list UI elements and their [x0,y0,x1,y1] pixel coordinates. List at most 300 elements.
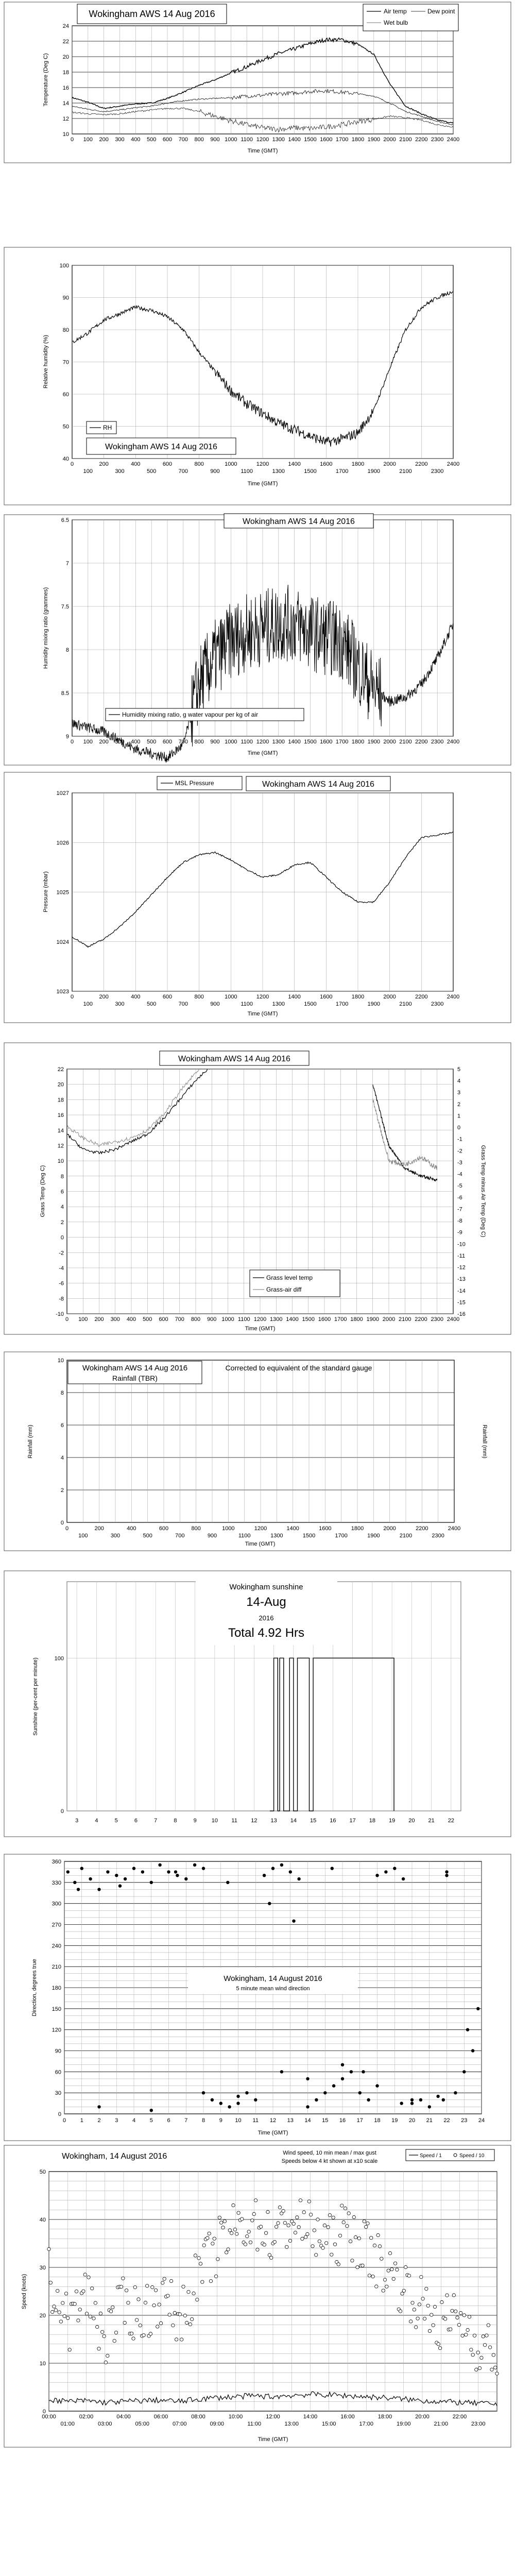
y-tick-label: 7 [65,561,69,567]
x-tick-label: 400 [126,1316,136,1323]
x-tick-label: 20 [408,1818,415,1824]
x-tick-label: 100 [83,739,93,745]
x-tick-label: 1100 [241,1001,253,1007]
gust-point [254,2199,257,2202]
data-point [454,2091,457,2094]
gust-point [66,2316,70,2319]
data-point [462,2070,466,2073]
x-tick-label: 600 [162,994,173,1000]
gust-point [91,2287,94,2290]
gust-point [151,2285,154,2289]
x-tick-label: 1400 [288,137,301,143]
x-tick-label: 1200 [256,994,269,1000]
gust-point [396,2268,399,2271]
data-point [66,1870,70,1873]
gust-point [227,2248,230,2251]
gust-point [235,2232,238,2235]
y-tick-label: -4 [59,1265,64,1272]
gust-point [256,2248,259,2251]
x-tick-label: 1800 [351,1526,364,1532]
x-tick-label: 17 [356,2117,363,2124]
y-axis-label-right: Grass Temp minus Air Temp (Deg C) [480,1145,486,1238]
x-tick-label: 12 [251,1818,258,1824]
x-tick-label: 2000 [383,137,396,143]
x-tick-label: 1900 [367,137,381,143]
gust-point [99,2312,102,2315]
y-axis-label: Grass Temp (Deg C) [40,1165,46,1217]
x-tick-label: 6 [167,2117,170,2124]
x-tick-label: 1500 [304,739,317,745]
gust-point [61,2301,64,2304]
gust-point [94,2301,97,2304]
x-tick-label: 1100 [241,739,253,745]
data-point [323,2091,327,2094]
y-tick-label: 12 [62,116,69,122]
data-point [118,1884,122,1887]
x-tick-label: 3 [75,1818,79,1824]
gust-point [209,2279,212,2282]
gust-point [307,2200,311,2203]
x-tick-label: 0 [62,2117,66,2124]
x-tick-label: 2400 [447,137,460,143]
x-tick-label: 9 [219,2117,222,2124]
gust-point [342,2221,345,2224]
data-point [228,2105,231,2108]
y-tick-label: 0 [58,2111,61,2117]
gust-point [58,2311,61,2314]
data-point [193,1863,196,1867]
gust-point [492,2353,495,2357]
gust-point [488,2346,491,2349]
data-point [89,1877,92,1880]
gust-point [263,2243,266,2246]
gust-point [78,2308,81,2311]
x-tick-label: 200 [99,739,109,745]
x-tick-label: 1000 [225,461,237,467]
gust-point [354,2235,357,2239]
gust-point [182,2285,185,2288]
gust-point [487,2324,490,2327]
x-tick-label: 20:00 [415,2414,430,2420]
sunshine-chart [0,1569,515,1839]
y-tick-label-right: -1 [457,1136,462,1143]
x-tick-label: 1700 [335,468,349,474]
gust-point [371,2275,374,2278]
pressure-chart-panel [0,770,515,1025]
x-tick-label: 1900 [366,1316,379,1323]
x-tick-label: 1700 [335,739,349,745]
gust-point [421,2297,424,2300]
x-tick-label: 07:00 [172,2421,187,2427]
grass-temp-chart-panel [0,1041,515,1337]
x-tick-label: 1600 [320,739,333,745]
gust-point [199,2262,202,2265]
x-tick-label: 600 [159,1316,168,1323]
gust-point [349,2240,352,2243]
x-tick-label: 1600 [320,994,333,1000]
x-tick-label: 800 [194,137,204,143]
relative-humidity-chart [0,227,515,507]
sunshine-total: Total 4.92 Hrs [228,1626,305,1640]
x-tick-label: 08:00 [191,2414,205,2420]
x-tick-label: 1900 [367,468,381,474]
y-tick-label: 10 [57,1158,64,1165]
x-tick-label: 2100 [399,137,412,143]
data-point [268,1902,271,1905]
gust-point [451,2309,454,2312]
x-tick-label: 1800 [351,461,365,467]
x-tick-label: 8 [174,1818,177,1824]
gust-point [89,2315,92,2318]
gust-point [64,2292,67,2295]
x-tick-label: 2300 [431,468,444,474]
y-tick-label-right: -8 [457,1218,462,1225]
x-axis-label: Time (GMT) [247,481,278,487]
gust-point [169,2279,173,2282]
gust-point [83,2273,87,2276]
gust-point [54,2309,57,2312]
gust-point [302,2211,305,2214]
x-tick-label: 2400 [447,739,460,745]
gust-point [375,2285,378,2288]
x-tick-label: 700 [175,1533,185,1539]
x-tick-label: 1300 [272,739,285,745]
gust-point [259,2225,262,2228]
x-tick-label: 1000 [225,739,237,745]
x-tick-label: 2300 [431,739,444,745]
data-point [410,2098,414,2102]
gust-point [321,2246,324,2249]
x-tick-label: 1300 [272,468,285,474]
gust-point [77,2319,80,2322]
gust-point [352,2215,355,2218]
gust-point [347,2212,350,2215]
x-tick-label: 24 [478,2117,485,2124]
y-tick-label: 8 [60,1173,64,1180]
x-tick-label: 2200 [415,137,428,143]
x-tick-label: 400 [131,137,141,143]
y-tick-label: 9 [65,734,69,740]
x-tick-label: 300 [115,468,125,474]
data-point [375,1874,379,1877]
gust-point [144,2301,147,2304]
x-tick-label: 18 [369,1818,375,1824]
gust-point [415,2326,418,2329]
x-tick-label: 600 [162,137,173,143]
x-tick-label: 12:00 [266,2414,280,2420]
x-tick-label: 1700 [335,1001,349,1007]
gust-point [366,2222,369,2225]
gust-point [407,2274,410,2277]
y-tick-label: 360 [52,1859,61,1865]
data-point [73,1881,76,1884]
gust-point [385,2285,388,2288]
x-tick-label: 23 [461,2117,468,2124]
y-axis-label: Pressure (mbar) [43,871,49,912]
x-tick-label: 200 [99,994,109,1000]
gust-point [273,2240,276,2243]
x-axis-label: Time (GMT) [245,1326,276,1332]
gust-point [393,2262,397,2265]
x-tick-label: 5 [114,1818,118,1824]
data-point [471,2049,474,2052]
gust-point [111,2306,114,2309]
x-tick-label: 23:00 [471,2421,486,2427]
gust-point [168,2313,171,2316]
x-tick-label: 11:00 [247,2421,262,2427]
gust-point [225,2251,228,2254]
legend-speed-1: Speed / 1 [420,2153,442,2159]
y-tick-label: 22 [57,1066,64,1073]
gust-point [249,2241,252,2244]
x-tick-label: 1100 [241,468,253,474]
x-tick-label: 1500 [302,1316,315,1323]
y-tick-label: 6 [60,1422,64,1429]
gust-point [388,2251,391,2255]
gust-point [119,2285,123,2289]
x-tick-label: 200 [94,1316,104,1323]
x-tick-label: 400 [131,461,141,467]
gust-point [416,2317,419,2320]
y-tick-label-right: -11 [457,1252,466,1259]
gust-point [175,2338,178,2341]
data-point [80,1867,83,1870]
x-tick-label: 1600 [320,137,333,143]
gust-point [114,2331,117,2334]
x-tick-label: 1600 [318,1316,331,1323]
y-tick-label-right: -3 [457,1159,462,1166]
x-tick-label: 500 [143,1533,152,1539]
gust-point [297,2226,300,2229]
x-tick-label: 01:00 [60,2421,75,2427]
gust-point [161,2281,164,2284]
data-point [341,2077,344,2080]
y-tick-label: 180 [52,1985,61,1991]
y-axis-label: Direction, degrees true [31,1959,38,2016]
x-tick-label: 02:00 [79,2414,94,2420]
y-tick-label: 0 [60,1808,64,1815]
y-tick-label: 10 [39,2361,46,2367]
x-tick-label: 700 [178,468,188,474]
x-tick-label: 2200 [415,461,428,467]
chart-year: 2016 [259,1614,274,1622]
gust-point [173,2311,176,2314]
gust-point [208,2232,211,2235]
x-tick-label: 800 [194,461,204,467]
x-tick-label: 1200 [256,137,269,143]
gust-point [470,2348,473,2351]
wind-speed-chart [0,2143,515,2450]
gust-point [101,2330,104,2333]
y-tick-label: 8 [65,647,69,653]
gust-point [104,2361,107,2364]
y-tick-label: 210 [52,1964,61,1971]
gust-point [440,2300,443,2303]
legend-grass-air-diff: Grass-air diff [266,1286,302,1293]
data-point [400,2102,403,2105]
x-tick-label: 500 [146,137,157,143]
data-point [280,1863,283,1867]
x-tick-label: 1100 [238,1533,251,1539]
x-tick-label: 4 [132,2117,136,2124]
data-point [332,2084,335,2087]
x-tick-label: 300 [115,739,125,745]
y-tick-label: 90 [62,295,69,301]
gust-point [288,2239,291,2242]
x-tick-label: 19:00 [396,2421,411,2427]
gust-point [194,2254,197,2257]
gust-point [351,2259,354,2262]
data-point [393,1867,396,1870]
gust-point [301,2237,304,2240]
gust-point [390,2268,393,2271]
y-tick-label-right: -10 [457,1241,466,1248]
gust-point [223,2219,226,2223]
data-point [442,2098,445,2102]
gust-point [244,2243,247,2246]
x-axis-label: Time (GMT) [247,1011,278,1017]
legend-air-temp: Air temp [384,8,407,15]
x-tick-label: 2100 [399,1316,411,1323]
chart-title: Wokingham AWS 14 Aug 2016 [89,9,215,19]
x-tick-label: 200 [99,461,109,467]
x-tick-label: 500 [143,1316,152,1323]
gust-point [495,2372,499,2375]
x-tick-label: 2000 [383,461,396,467]
data-point [445,1870,448,1873]
x-tick-label: 1600 [320,461,333,467]
gust-point [338,2234,341,2237]
gust-point [306,2232,309,2235]
y-tick-label: 40 [39,2217,46,2223]
data-point [306,2077,309,2080]
gust-point [149,2332,152,2335]
data-point [445,1874,448,1877]
gust-point [411,2301,414,2304]
x-tick-label: 16:00 [340,2414,355,2420]
x-tick-label: 3 [115,2117,118,2124]
y-tick-label-right: 4 [457,1078,461,1084]
x-tick-label: 2100 [399,1533,413,1539]
gust-point [420,2275,423,2278]
y-tick-label: 7.5 [61,604,69,610]
chart-header-line1: Wind speed, 10 min mean / max gust [283,2150,376,2156]
gust-point [485,2334,488,2337]
rainfall-chart-panel [0,1350,515,1553]
chart-title: Wokingham, 14 August 2016 [62,2152,167,2161]
data-point [297,1877,300,1880]
y-tick-label-right: -9 [457,1229,462,1236]
x-tick-label: 300 [115,1001,125,1007]
gust-point [376,2233,380,2236]
x-tick-label: 1500 [304,468,317,474]
data-point [280,2070,283,2073]
data-point [341,2063,344,2066]
y-tick-label: 10 [57,1358,64,1364]
x-tick-label: 7 [154,1818,158,1824]
y-tick-label-right: 3 [457,1090,461,1096]
y-tick-label: 1026 [56,840,69,846]
y-tick-label: 4 [60,1204,64,1211]
gust-point [130,2332,133,2335]
data-point [150,2109,153,2112]
y-tick-label: 14 [57,1127,64,1134]
x-tick-label: 0 [70,461,74,467]
gust-point [461,2334,464,2337]
gust-point [87,2276,90,2279]
gust-point [471,2353,474,2357]
gust-point [382,2289,385,2292]
x-tick-label: 10 [211,1818,218,1824]
gust-point [133,2285,136,2289]
gust-point [452,2294,455,2297]
gust-point [135,2318,139,2321]
gust-point [213,2237,216,2240]
gust-point [127,2301,130,2304]
x-tick-label: 2200 [415,1316,427,1323]
y-axis-label: Temperature (Deg C) [43,53,49,107]
y-tick-label: 30 [39,2265,46,2271]
x-tick-label: 2 [97,2117,101,2124]
gust-point [109,2310,112,2313]
gust-point [480,2356,483,2359]
y-tick-label: 330 [52,1879,61,1886]
y-tick-label: 40 [62,456,69,462]
gust-point [287,2224,290,2227]
x-tick-label: 100 [78,1316,88,1323]
data-point [115,1874,118,1877]
gust-point [299,2199,302,2202]
gust-point [159,2321,162,2325]
y-tick-label: 20 [62,54,69,60]
gust-point [285,2245,288,2248]
gust-point [332,2216,335,2219]
x-tick-label: 2000 [383,739,396,745]
y-axis-label: Sunshine (per-cent per minute) [32,1657,39,1736]
x-tick-label: 1300 [272,137,285,143]
gust-point [378,2245,381,2248]
data-point [375,2084,379,2087]
gust-point [426,2304,430,2307]
x-tick-label: 15 [322,2117,329,2124]
gust-point [304,2235,307,2239]
gust-point [337,2263,340,2266]
x-tick-label: 1800 [351,739,365,745]
gust-point [75,2290,78,2293]
gust-point [404,2265,407,2268]
x-tick-label: 2400 [447,994,460,1000]
x-tick-label: 2100 [399,739,412,745]
y-tick-label: 60 [62,392,69,398]
data-point [350,2070,353,2073]
y-tick-label: 30 [55,2090,61,2097]
x-tick-label: 900 [210,739,220,745]
data-point [97,1888,100,1891]
x-tick-label: 19 [391,2117,398,2124]
data-point [77,1888,80,1891]
x-tick-label: 2400 [448,1526,461,1532]
gauge-note: Corrected to equivalent of the standard gauge [225,1364,372,1372]
y-tick-label-right: -13 [457,1276,466,1283]
gust-point [315,2253,318,2257]
legend-rh: RH [103,424,112,431]
gust-point [311,2245,314,2248]
x-tick-label: 1500 [302,1533,316,1539]
x-tick-label: 1400 [288,994,301,1000]
gust-point [356,2266,359,2269]
gust-point [247,2230,250,2233]
x-tick-label: 00:00 [42,2414,56,2420]
